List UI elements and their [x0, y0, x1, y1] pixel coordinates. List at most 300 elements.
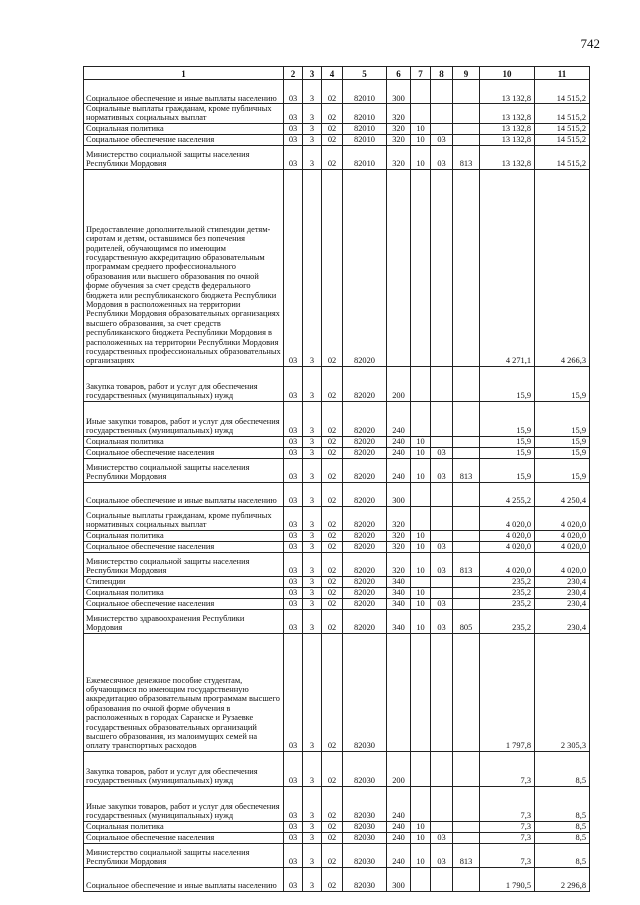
cell-chapter	[411, 169, 431, 366]
cell-target: 82020	[343, 552, 387, 576]
cell-ministry	[453, 832, 480, 843]
table-row	[84, 576, 590, 587]
table-row	[84, 145, 590, 169]
table-row	[84, 482, 590, 506]
cell-chapter	[411, 867, 431, 891]
cell-ministry	[453, 541, 480, 552]
cell-subprogram: 02	[322, 821, 343, 832]
cell-chapter	[411, 633, 431, 751]
cell-ministry	[453, 530, 480, 541]
cell-ministry	[453, 482, 480, 506]
cell-name: Министерство здравоохранения Республики Мордовия	[84, 609, 284, 633]
cell-expense-type: 320	[387, 104, 411, 124]
cell-amount-year2: 8,5	[535, 832, 590, 843]
cell-program: 3	[303, 123, 322, 134]
cell-amount-year1: 235,2	[480, 587, 535, 598]
cell-section: 03	[284, 506, 303, 530]
cell-chapter: 10	[411, 821, 431, 832]
cell-name: Министерство социальной защиты населения Республики Мордовия	[84, 843, 284, 867]
cell-amount-year2: 8,5	[535, 751, 590, 786]
cell-ministry	[453, 104, 480, 124]
cell-subsection	[431, 104, 453, 124]
cell-subprogram: 02	[322, 145, 343, 169]
cell-chapter	[411, 401, 431, 436]
cell-amount-year1: 1 790,5	[480, 867, 535, 891]
cell-amount-year1: 13 132,8	[480, 104, 535, 124]
cell-expense-type: 320	[387, 530, 411, 541]
cell-chapter	[411, 751, 431, 786]
cell-amount-year1: 13 132,8	[480, 145, 535, 169]
cell-target: 82020	[343, 506, 387, 530]
cell-chapter	[411, 576, 431, 587]
cell-amount-year2: 4 020,0	[535, 506, 590, 530]
column-header-name: 1	[84, 67, 284, 80]
cell-name: Стипендии	[84, 576, 284, 587]
cell-subprogram: 02	[322, 609, 343, 633]
cell-amount-year1: 235,2	[480, 598, 535, 609]
table-row	[84, 867, 590, 891]
cell-amount-year2: 4 020,0	[535, 552, 590, 576]
cell-program: 3	[303, 145, 322, 169]
cell-name: Социальная политика	[84, 123, 284, 134]
cell-amount-year1: 7,3	[480, 751, 535, 786]
cell-amount-year1: 7,3	[480, 786, 535, 821]
cell-expense-type: 240	[387, 401, 411, 436]
column-header-program: 3	[303, 67, 322, 80]
cell-chapter: 10	[411, 134, 431, 145]
cell-subsection: 03	[431, 843, 453, 867]
cell-ministry	[453, 123, 480, 134]
cell-chapter: 10	[411, 609, 431, 633]
cell-subprogram: 02	[322, 843, 343, 867]
cell-ministry	[453, 401, 480, 436]
cell-program: 3	[303, 104, 322, 124]
cell-program: 3	[303, 821, 322, 832]
cell-target: 82020	[343, 609, 387, 633]
cell-name: Иные закупки товаров, работ и услуг для обеспечения государственных (муниципальных) нужд	[84, 401, 284, 436]
cell-target: 82030	[343, 867, 387, 891]
cell-amount-year1: 15,9	[480, 458, 535, 482]
cell-amount-year2: 2 296,8	[535, 867, 590, 891]
cell-target: 82020	[343, 576, 387, 587]
cell-section: 03	[284, 786, 303, 821]
cell-expense-type: 240	[387, 458, 411, 482]
cell-amount-year2: 14 515,2	[535, 80, 590, 104]
cell-amount-year1: 235,2	[480, 576, 535, 587]
cell-expense-type: 240	[387, 436, 411, 447]
cell-program: 3	[303, 401, 322, 436]
cell-program: 3	[303, 506, 322, 530]
cell-target: 82010	[343, 123, 387, 134]
cell-subprogram: 02	[322, 80, 343, 104]
cell-subsection: 03	[431, 134, 453, 145]
cell-target: 82020	[343, 436, 387, 447]
cell-target: 82020	[343, 482, 387, 506]
cell-subprogram: 02	[322, 598, 343, 609]
cell-program: 3	[303, 436, 322, 447]
cell-amount-year2: 15,9	[535, 436, 590, 447]
cell-subprogram: 02	[322, 401, 343, 436]
cell-amount-year2: 8,5	[535, 786, 590, 821]
column-header-target: 5	[343, 67, 387, 80]
table-row	[84, 786, 590, 821]
cell-target: 82030	[343, 751, 387, 786]
cell-expense-type: 320	[387, 123, 411, 134]
cell-amount-year2: 230,4	[535, 587, 590, 598]
table-row	[84, 506, 590, 530]
cell-target: 82030	[343, 633, 387, 751]
cell-expense-type: 340	[387, 576, 411, 587]
cell-ministry	[453, 169, 480, 366]
cell-program: 3	[303, 482, 322, 506]
cell-program: 3	[303, 552, 322, 576]
cell-expense-type: 240	[387, 821, 411, 832]
table-row	[84, 821, 590, 832]
cell-subprogram: 02	[322, 587, 343, 598]
cell-ministry	[453, 506, 480, 530]
cell-subsection	[431, 401, 453, 436]
cell-program: 3	[303, 587, 322, 598]
cell-subsection	[431, 169, 453, 366]
cell-name: Ежемесячное денежное пособие студентам, обучающимся по имеющим государственную аккредитацию образовательным программам высшего образования по очной форме обучения в расположенных в городах Саранске и Рузаевке государственных образовательных организаций высшего образования, из малоимущих семей на оплату транспортных расходов	[84, 633, 284, 751]
cell-section: 03	[284, 552, 303, 576]
cell-subprogram: 02	[322, 530, 343, 541]
cell-amount-year1: 4 020,0	[480, 541, 535, 552]
table-row	[84, 598, 590, 609]
cell-chapter: 10	[411, 458, 431, 482]
cell-ministry	[453, 436, 480, 447]
cell-chapter: 10	[411, 530, 431, 541]
cell-section: 03	[284, 134, 303, 145]
cell-program: 3	[303, 633, 322, 751]
cell-subprogram: 02	[322, 576, 343, 587]
cell-target: 82030	[343, 821, 387, 832]
column-header-subsection: 8	[431, 67, 453, 80]
cell-amount-year1: 4 020,0	[480, 506, 535, 530]
table-row	[84, 609, 590, 633]
cell-subsection: 03	[431, 541, 453, 552]
cell-chapter: 10	[411, 552, 431, 576]
cell-section: 03	[284, 821, 303, 832]
cell-expense-type: 240	[387, 832, 411, 843]
cell-target: 82020	[343, 169, 387, 366]
cell-amount-year2: 14 515,2	[535, 104, 590, 124]
cell-chapter: 10	[411, 145, 431, 169]
cell-chapter	[411, 506, 431, 530]
cell-section: 03	[284, 104, 303, 124]
cell-program: 3	[303, 541, 322, 552]
cell-section: 03	[284, 169, 303, 366]
cell-subsection: 03	[431, 145, 453, 169]
table-header-row	[84, 67, 590, 80]
cell-section: 03	[284, 751, 303, 786]
cell-amount-year1: 4 271,1	[480, 169, 535, 366]
cell-amount-year2: 8,5	[535, 821, 590, 832]
cell-subsection	[431, 576, 453, 587]
cell-ministry: 813	[453, 145, 480, 169]
cell-subsection	[431, 482, 453, 506]
column-header-amount-year1: 10	[480, 67, 535, 80]
cell-subprogram: 02	[322, 482, 343, 506]
cell-expense-type: 340	[387, 609, 411, 633]
cell-subprogram: 02	[322, 633, 343, 751]
cell-chapter: 10	[411, 436, 431, 447]
cell-program: 3	[303, 609, 322, 633]
cell-name: Социальные выплаты гражданам, кроме публичных нормативных социальных выплат	[84, 104, 284, 124]
cell-amount-year2: 15,9	[535, 401, 590, 436]
cell-program: 3	[303, 786, 322, 821]
cell-expense-type: 340	[387, 598, 411, 609]
cell-amount-year1: 13 132,8	[480, 80, 535, 104]
cell-amount-year1: 15,9	[480, 366, 535, 401]
cell-chapter: 10	[411, 123, 431, 134]
cell-subprogram: 02	[322, 541, 343, 552]
table-row	[84, 447, 590, 458]
table-row	[84, 134, 590, 145]
cell-ministry	[453, 633, 480, 751]
cell-target: 82020	[343, 447, 387, 458]
cell-section: 03	[284, 458, 303, 482]
column-header-amount-year2: 11	[535, 67, 590, 80]
cell-program: 3	[303, 598, 322, 609]
cell-ministry: 813	[453, 843, 480, 867]
cell-program: 3	[303, 867, 322, 891]
cell-section: 03	[284, 867, 303, 891]
cell-chapter	[411, 786, 431, 821]
cell-amount-year2: 230,4	[535, 598, 590, 609]
cell-target: 82020	[343, 530, 387, 541]
cell-subsection	[431, 867, 453, 891]
cell-ministry: 813	[453, 458, 480, 482]
cell-name: Социальное обеспечение и иные выплаты населению	[84, 80, 284, 104]
cell-expense-type: 240	[387, 786, 411, 821]
cell-amount-year2: 8,5	[535, 843, 590, 867]
cell-amount-year1: 7,3	[480, 832, 535, 843]
cell-amount-year2: 14 515,2	[535, 123, 590, 134]
cell-subsection	[431, 530, 453, 541]
cell-subprogram: 02	[322, 169, 343, 366]
cell-name: Социальная политика	[84, 436, 284, 447]
cell-name: Министерство социальной защиты населения Республики Мордовия	[84, 145, 284, 169]
cell-subsection	[431, 80, 453, 104]
cell-name: Социальная политика	[84, 530, 284, 541]
cell-program: 3	[303, 458, 322, 482]
cell-target: 82010	[343, 80, 387, 104]
cell-name: Социальное обеспечение и иные выплаты населению	[84, 482, 284, 506]
cell-amount-year2: 15,9	[535, 447, 590, 458]
cell-expense-type: 320	[387, 506, 411, 530]
cell-section: 03	[284, 80, 303, 104]
cell-program: 3	[303, 843, 322, 867]
cell-subsection	[431, 633, 453, 751]
cell-program: 3	[303, 832, 322, 843]
table-row	[84, 751, 590, 786]
cell-ministry	[453, 821, 480, 832]
cell-expense-type: 200	[387, 751, 411, 786]
cell-ministry: 805	[453, 609, 480, 633]
cell-subsection: 03	[431, 598, 453, 609]
cell-target: 82020	[343, 366, 387, 401]
cell-section: 03	[284, 576, 303, 587]
cell-name: Предоставление дополнительной стипендии детям-сиротам и детям, оставшимся без попечения родителей, обучающимся по имеющим государственную аккредитацию образовательным программам среднего профессионального образования или высшего образования по очной форме обучения за счет средств федерального бюджета или республиканского бюджета Республики Мордовия в расположенных на территории Республики Мордовия образовательных организациях высшего образования, за счет средств республиканского бюджета Республики Мордовия в расположенных на территории Республики Мордовия государственных профессиональных образовательных организациях	[84, 169, 284, 366]
cell-expense-type: 340	[387, 587, 411, 598]
table-row	[84, 436, 590, 447]
cell-target: 82020	[343, 458, 387, 482]
cell-expense-type	[387, 633, 411, 751]
cell-section: 03	[284, 587, 303, 598]
cell-section: 03	[284, 609, 303, 633]
cell-target: 82020	[343, 587, 387, 598]
budget-table	[83, 66, 590, 892]
cell-name: Министерство социальной защиты населения Республики Мордовия	[84, 458, 284, 482]
cell-section: 03	[284, 530, 303, 541]
cell-ministry	[453, 867, 480, 891]
cell-subprogram: 02	[322, 552, 343, 576]
cell-expense-type: 300	[387, 867, 411, 891]
cell-name: Социальная политика	[84, 821, 284, 832]
cell-subsection	[431, 821, 453, 832]
cell-target: 82020	[343, 401, 387, 436]
cell-amount-year1: 7,3	[480, 821, 535, 832]
cell-name: Закупка товаров, работ и услуг для обеспечения государственных (муниципальных) нужд	[84, 366, 284, 401]
cell-amount-year2: 2 305,3	[535, 633, 590, 751]
cell-expense-type: 320	[387, 541, 411, 552]
cell-amount-year2: 15,9	[535, 366, 590, 401]
table-row	[84, 552, 590, 576]
table-row	[84, 401, 590, 436]
cell-chapter	[411, 80, 431, 104]
column-header-section: 2	[284, 67, 303, 80]
table-row	[84, 366, 590, 401]
cell-section: 03	[284, 598, 303, 609]
cell-subprogram: 02	[322, 458, 343, 482]
cell-amount-year1: 15,9	[480, 436, 535, 447]
cell-program: 3	[303, 751, 322, 786]
cell-target: 82030	[343, 786, 387, 821]
cell-subsection	[431, 587, 453, 598]
cell-expense-type: 320	[387, 134, 411, 145]
cell-ministry	[453, 587, 480, 598]
cell-subprogram: 02	[322, 751, 343, 786]
cell-section: 03	[284, 541, 303, 552]
cell-expense-type: 200	[387, 366, 411, 401]
cell-subprogram: 02	[322, 123, 343, 134]
cell-program: 3	[303, 530, 322, 541]
table-row	[84, 80, 590, 104]
cell-amount-year2: 230,4	[535, 609, 590, 633]
cell-program: 3	[303, 366, 322, 401]
cell-amount-year1: 1 797,8	[480, 633, 535, 751]
cell-amount-year1: 13 132,8	[480, 134, 535, 145]
cell-section: 03	[284, 123, 303, 134]
cell-amount-year1: 4 020,0	[480, 530, 535, 541]
cell-name: Социальные выплаты гражданам, кроме публичных нормативных социальных выплат	[84, 506, 284, 530]
cell-target: 82010	[343, 104, 387, 124]
cell-chapter: 10	[411, 587, 431, 598]
cell-amount-year1: 15,9	[480, 401, 535, 436]
cell-subsection: 03	[431, 458, 453, 482]
cell-chapter: 10	[411, 447, 431, 458]
cell-subsection: 03	[431, 552, 453, 576]
cell-subprogram: 02	[322, 366, 343, 401]
table-row	[84, 832, 590, 843]
page-number: 742	[580, 36, 600, 51]
cell-target: 82030	[343, 843, 387, 867]
cell-chapter: 10	[411, 541, 431, 552]
cell-subsection: 03	[431, 447, 453, 458]
cell-amount-year1: 4 255,2	[480, 482, 535, 506]
cell-chapter: 10	[411, 832, 431, 843]
column-header-chapter: 7	[411, 67, 431, 80]
cell-program: 3	[303, 80, 322, 104]
cell-target: 82010	[343, 134, 387, 145]
table-row	[84, 633, 590, 751]
cell-ministry	[453, 447, 480, 458]
cell-section: 03	[284, 843, 303, 867]
cell-section: 03	[284, 366, 303, 401]
table-row	[84, 169, 590, 366]
cell-expense-type: 300	[387, 80, 411, 104]
cell-name: Социальное обеспечение населения	[84, 832, 284, 843]
cell-subprogram: 02	[322, 436, 343, 447]
cell-subsection: 03	[431, 609, 453, 633]
cell-subsection	[431, 123, 453, 134]
cell-amount-year2: 14 515,2	[535, 145, 590, 169]
cell-subsection	[431, 786, 453, 821]
cell-expense-type: 240	[387, 843, 411, 867]
cell-expense-type: 320	[387, 552, 411, 576]
cell-subsection	[431, 366, 453, 401]
cell-name: Закупка товаров, работ и услуг для обеспечения государственных (муниципальных) нужд	[84, 751, 284, 786]
cell-subsection	[431, 436, 453, 447]
cell-amount-year2: 14 515,2	[535, 134, 590, 145]
cell-section: 03	[284, 633, 303, 751]
cell-ministry	[453, 786, 480, 821]
cell-chapter: 10	[411, 598, 431, 609]
cell-subprogram: 02	[322, 832, 343, 843]
cell-name: Социальное обеспечение и иные выплаты населению	[84, 867, 284, 891]
cell-amount-year2: 4 266,3	[535, 169, 590, 366]
cell-target: 82020	[343, 598, 387, 609]
cell-name: Социальное обеспечение населения	[84, 134, 284, 145]
cell-expense-type	[387, 169, 411, 366]
cell-section: 03	[284, 145, 303, 169]
cell-program: 3	[303, 576, 322, 587]
cell-program: 3	[303, 134, 322, 145]
cell-amount-year2: 4 020,0	[535, 541, 590, 552]
cell-name: Социальное обеспечение населения	[84, 598, 284, 609]
cell-section: 03	[284, 401, 303, 436]
column-header-subprogram: 4	[322, 67, 343, 80]
table-row	[84, 530, 590, 541]
cell-subprogram: 02	[322, 104, 343, 124]
cell-section: 03	[284, 832, 303, 843]
cell-chapter	[411, 366, 431, 401]
column-header-ministry: 9	[453, 67, 480, 80]
cell-target: 82010	[343, 145, 387, 169]
table-body	[84, 80, 590, 892]
cell-amount-year2: 4 020,0	[535, 530, 590, 541]
cell-ministry	[453, 80, 480, 104]
cell-ministry	[453, 134, 480, 145]
cell-name: Министерство социальной защиты населения Республики Мордовия	[84, 552, 284, 576]
cell-ministry	[453, 598, 480, 609]
cell-subprogram: 02	[322, 867, 343, 891]
cell-amount-year2: 4 250,4	[535, 482, 590, 506]
cell-section: 03	[284, 482, 303, 506]
column-header-expense-type: 6	[387, 67, 411, 80]
cell-amount-year1: 4 020,0	[480, 552, 535, 576]
